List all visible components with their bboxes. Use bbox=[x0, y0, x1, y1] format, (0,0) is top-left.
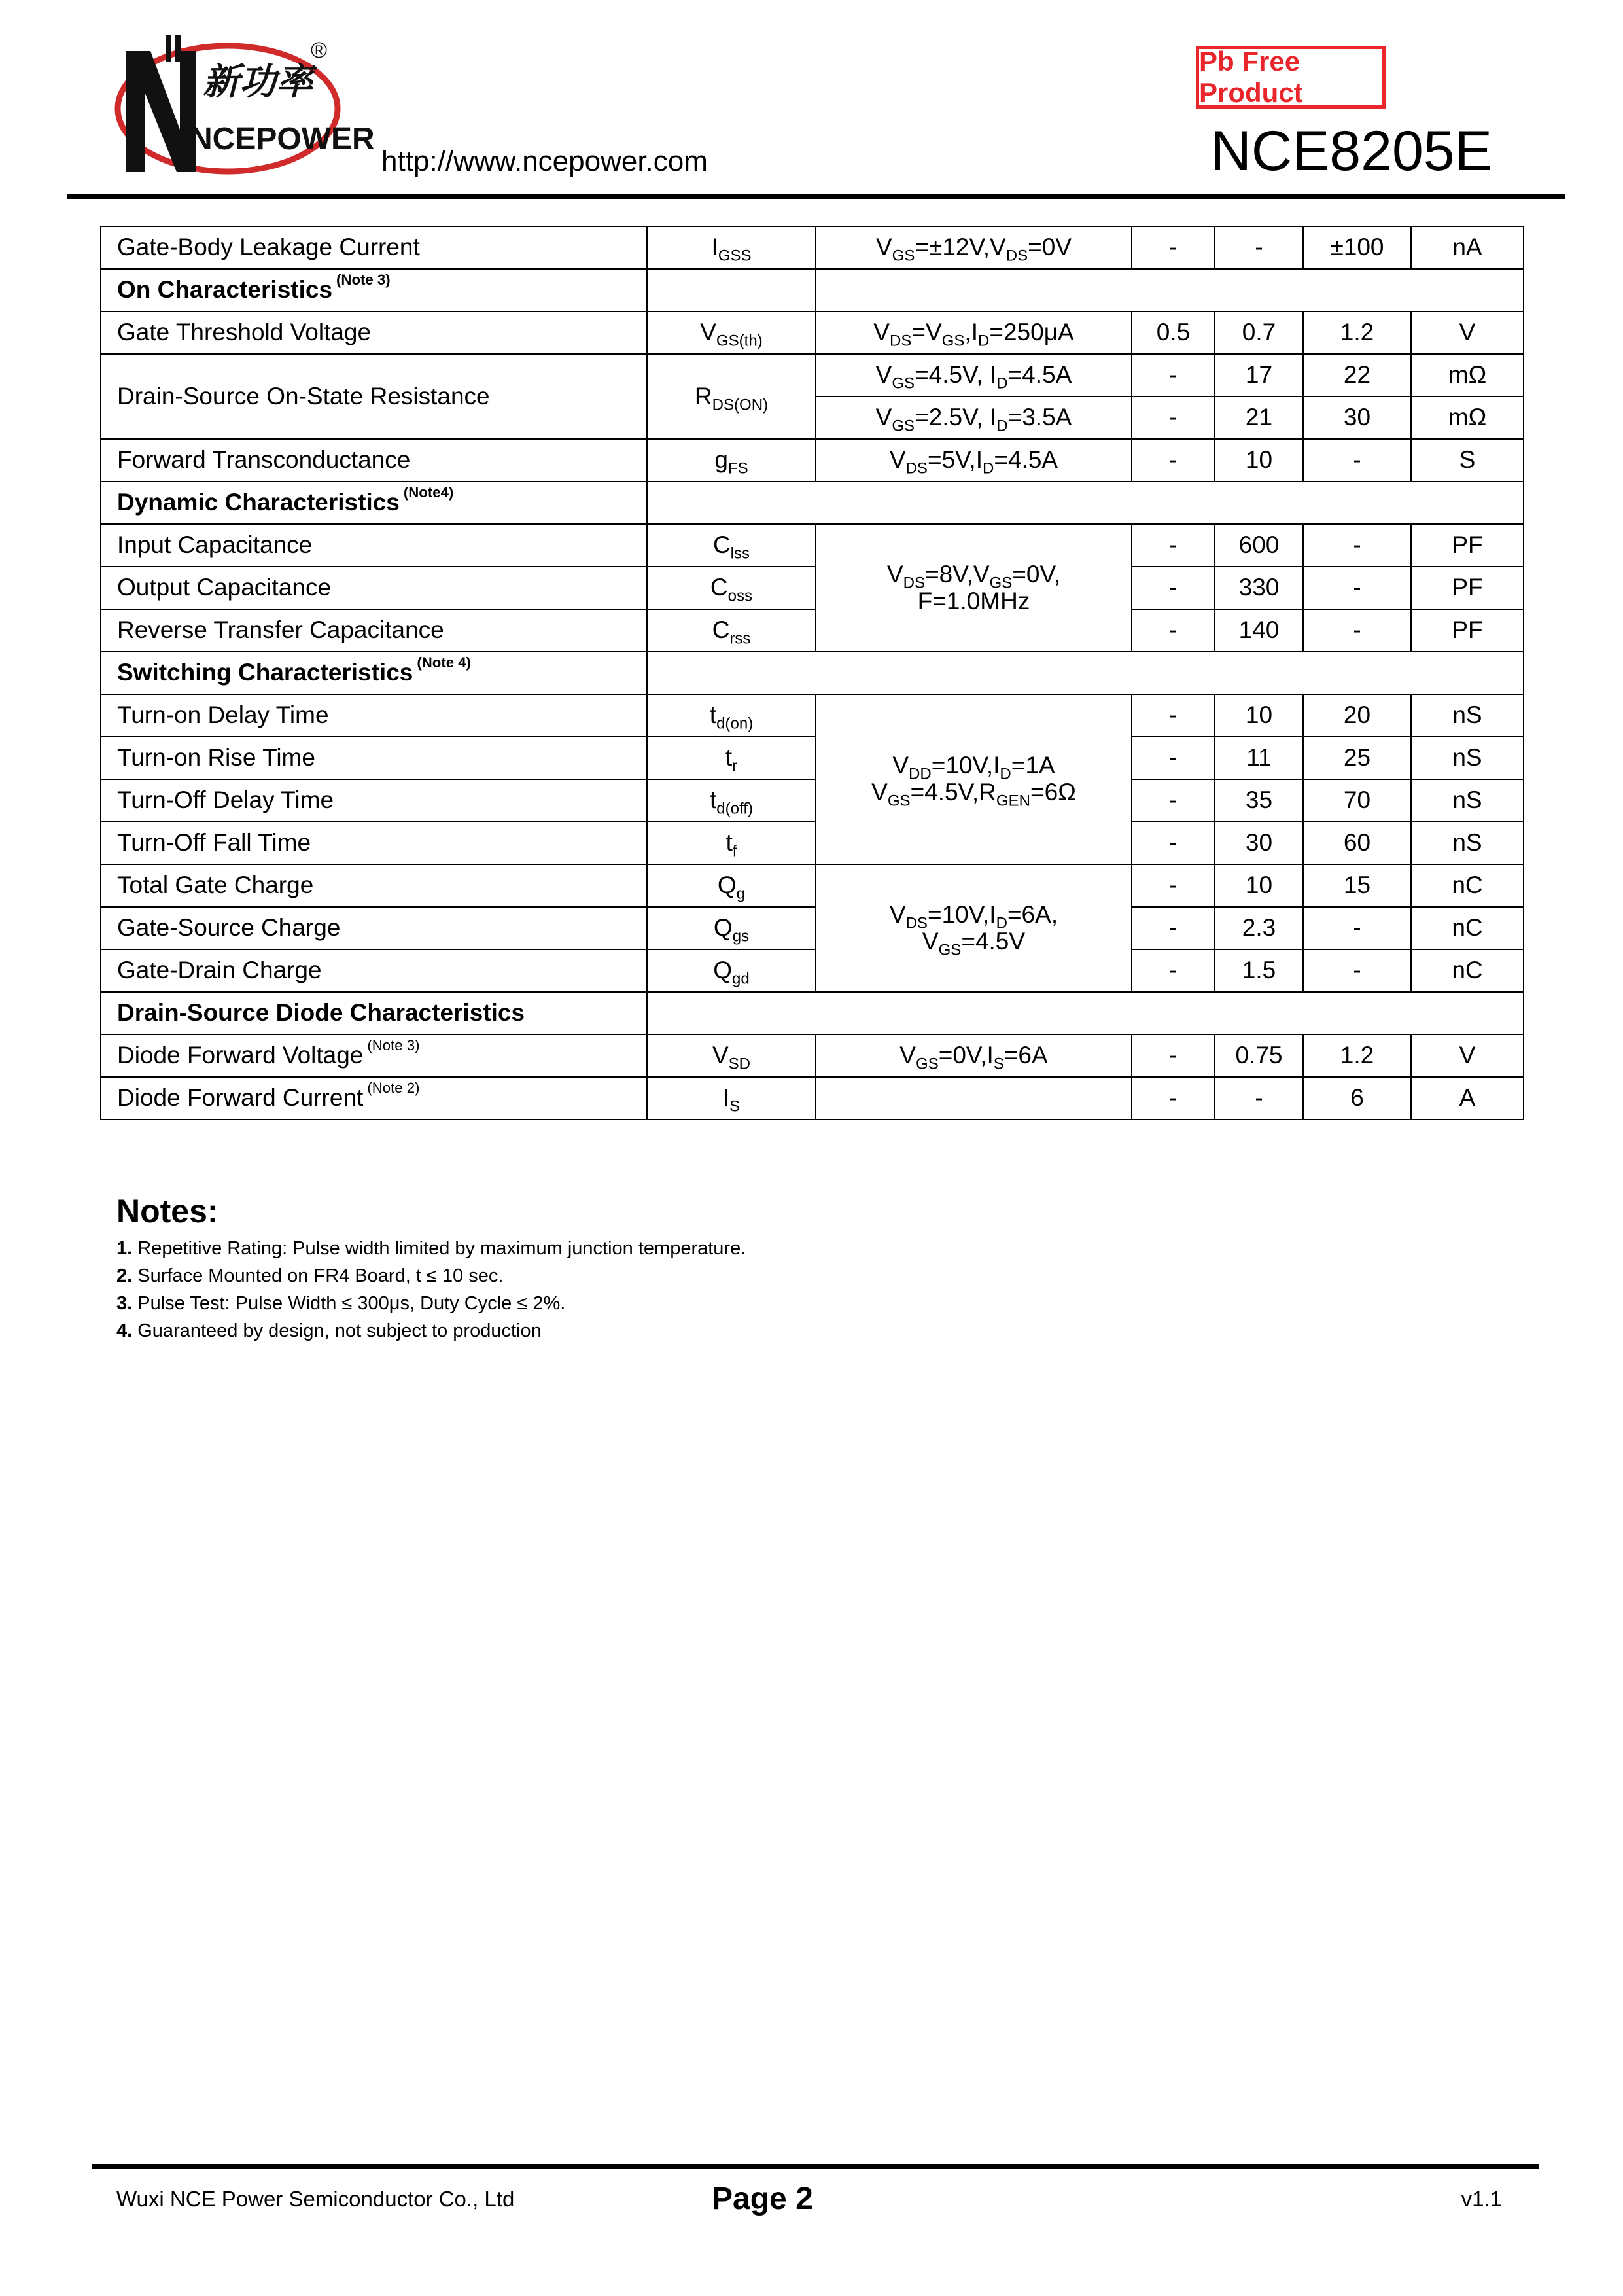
typ-cell: 0.75 bbox=[1215, 1034, 1303, 1077]
empty-cell bbox=[647, 992, 1524, 1034]
min-cell: 0.5 bbox=[1132, 311, 1215, 354]
electrical-characteristics-table bbox=[100, 226, 1524, 1120]
symbol-cell: $Q_{gs}$ bbox=[647, 907, 816, 949]
min-cell: - bbox=[1132, 354, 1215, 397]
max-cell: - bbox=[1303, 949, 1411, 992]
table-row bbox=[101, 737, 1524, 779]
symbol-cell: $g_{FS}$ bbox=[647, 439, 816, 482]
unit-cell: nA bbox=[1411, 226, 1524, 269]
table-row bbox=[101, 1077, 1524, 1120]
param-cell: Drain-Source On-State Resistance bbox=[101, 354, 647, 439]
min-cell: - bbox=[1132, 779, 1215, 822]
min-cell: - bbox=[1132, 907, 1215, 949]
condition-cell: $V_{GS}=\pm 12V,V_{DS}=0V$ bbox=[816, 226, 1132, 269]
table-row bbox=[101, 311, 1524, 354]
section-row bbox=[101, 482, 1524, 524]
table-row bbox=[101, 524, 1524, 567]
unit-cell: nC bbox=[1411, 864, 1524, 907]
table-row bbox=[101, 907, 1524, 949]
header-rule bbox=[67, 194, 1565, 199]
typ-cell: 10 bbox=[1215, 694, 1303, 737]
unit-cell: S bbox=[1411, 439, 1524, 482]
condition-cell: $V_{DS}=5V,I_D=4.5A$ bbox=[816, 439, 1132, 482]
param-cell: Forward Transconductance bbox=[101, 439, 647, 482]
condition-cell: $V_{DS}=10V,I_D=6A$, $V_{GS}=4.5V$ bbox=[816, 864, 1132, 992]
section-title: Dynamic Characteristics $^{(Note4)}$ bbox=[101, 482, 647, 524]
param-cell: Total Gate Charge bbox=[101, 864, 647, 907]
note-ref: (Note4) bbox=[403, 484, 454, 501]
section-title: Switching Characteristics $^{(Note 4)}$ bbox=[101, 652, 647, 694]
table-row bbox=[101, 439, 1524, 482]
condition-cell: $V_{DS}=8V,V_{GS}=0V$, F=1.0MHz bbox=[816, 524, 1132, 652]
symbol-cell: $V_{SD}$ bbox=[647, 1034, 816, 1077]
min-cell: - bbox=[1132, 1077, 1215, 1120]
max-cell: - bbox=[1303, 609, 1411, 652]
unit-cell: nC bbox=[1411, 949, 1524, 992]
max-cell: 70 bbox=[1303, 779, 1411, 822]
symbol-cell: $Q_{gd}$ bbox=[647, 949, 816, 992]
section-row bbox=[101, 652, 1524, 694]
table-row bbox=[101, 567, 1524, 609]
typ-cell: - bbox=[1215, 1077, 1303, 1120]
symbol-cell: $t_r$ bbox=[647, 737, 816, 779]
min-cell: - bbox=[1132, 397, 1215, 439]
logo-cn-text: 新功率 bbox=[203, 61, 313, 103]
empty-cell bbox=[647, 269, 816, 311]
param-cell: Turn-Off Fall Time bbox=[101, 822, 647, 864]
note-item: 4. Guaranteed by design, not subject to production bbox=[116, 1320, 542, 1341]
typ-cell: 2.3 bbox=[1215, 907, 1303, 949]
version-label: v1.1 bbox=[1461, 2187, 1502, 2211]
section-title: Drain-Source Diode Characteristics bbox=[101, 992, 647, 1034]
min-cell: - bbox=[1132, 567, 1215, 609]
typ-cell: 21 bbox=[1215, 397, 1303, 439]
unit-cell: PF bbox=[1411, 609, 1524, 652]
symbol-cell: $I_S$ bbox=[647, 1077, 816, 1120]
table-row bbox=[101, 822, 1524, 864]
table-row bbox=[101, 694, 1524, 737]
symbol-cell: $C_{oss}$ bbox=[647, 567, 816, 609]
typ-cell: 1.5 bbox=[1215, 949, 1303, 992]
part-number: NCE8205E bbox=[1210, 120, 1492, 183]
unit-cell: V bbox=[1411, 311, 1524, 354]
typ-cell: 17 bbox=[1215, 354, 1303, 397]
empty-cell bbox=[816, 269, 1524, 311]
typ-cell: 600 bbox=[1215, 524, 1303, 567]
typ-cell: 330 bbox=[1215, 567, 1303, 609]
unit-cell: nS bbox=[1411, 779, 1524, 822]
min-cell: - bbox=[1132, 524, 1215, 567]
unit-cell: V bbox=[1411, 1034, 1524, 1077]
unit-cell: nS bbox=[1411, 822, 1524, 864]
table-row bbox=[101, 1034, 1524, 1077]
condition-cell: $V_{GS}=0V,I_S=6A$ bbox=[816, 1034, 1132, 1077]
symbol-cell: $C_{lss}$ bbox=[647, 524, 816, 567]
min-cell: - bbox=[1132, 226, 1215, 269]
symbol-cell: $I_{GSS}$ bbox=[647, 226, 816, 269]
min-cell: - bbox=[1132, 949, 1215, 992]
min-cell: - bbox=[1132, 609, 1215, 652]
footer-rule bbox=[92, 2164, 1539, 2169]
param-cell: Diode Forward Current $^{(Note 2)}$ bbox=[101, 1077, 647, 1120]
symbol-cell: $C_{rss}$ bbox=[647, 609, 816, 652]
param-cell: Output Capacitance bbox=[101, 567, 647, 609]
unit-cell: A bbox=[1411, 1077, 1524, 1120]
max-cell: - bbox=[1303, 524, 1411, 567]
page-number: Page 2 bbox=[712, 2181, 813, 2216]
max-cell: 1.2 bbox=[1303, 311, 1411, 354]
note-ref: (Note 2) bbox=[367, 1080, 420, 1097]
unit-cell: PF bbox=[1411, 524, 1524, 567]
unit-cell: mΩ bbox=[1411, 397, 1524, 439]
logo-en-text: NCEPOWER bbox=[190, 122, 375, 156]
pb-free-badge: Pb Free Product bbox=[1196, 46, 1386, 109]
max-cell: 6 bbox=[1303, 1077, 1411, 1120]
condition-cell: $V_{DD}=10V,I_D=1A$ $V_{GS}=4.5V,R_{GEN}=6\Omega$ bbox=[816, 694, 1132, 864]
note-item: 1. Repetitive Rating: Pulse width limited by maximum junction temperature. bbox=[116, 1238, 746, 1259]
typ-cell: 30 bbox=[1215, 822, 1303, 864]
condition-cell bbox=[816, 1077, 1132, 1120]
symbol-cell: $R_{DS(ON)}$ bbox=[647, 354, 816, 439]
section-row bbox=[101, 269, 1524, 311]
empty-cell bbox=[647, 652, 1524, 694]
symbol-cell: $V_{GS(th)}$ bbox=[647, 311, 816, 354]
symbol-cell: $t_{d(on)}$ bbox=[647, 694, 816, 737]
min-cell: - bbox=[1132, 864, 1215, 907]
param-cell: Gate Threshold Voltage bbox=[101, 311, 647, 354]
typ-cell: - bbox=[1215, 226, 1303, 269]
max-cell: 15 bbox=[1303, 864, 1411, 907]
max-cell: - bbox=[1303, 907, 1411, 949]
typ-cell: 11 bbox=[1215, 737, 1303, 779]
typ-cell: 10 bbox=[1215, 864, 1303, 907]
symbol-cell: $t_f$ bbox=[647, 822, 816, 864]
note-item: 2. Surface Mounted on FR4 Board, t ≤ 10 sec. bbox=[116, 1265, 504, 1286]
unit-cell: nS bbox=[1411, 694, 1524, 737]
empty-cell bbox=[647, 482, 1524, 524]
condition-cell: $V_{GS}=4.5V$, $I_D=4.5A$ bbox=[816, 354, 1132, 397]
unit-cell: nC bbox=[1411, 907, 1524, 949]
max-cell: 25 bbox=[1303, 737, 1411, 779]
param-cell: Gate-Body Leakage Current bbox=[101, 226, 647, 269]
condition-cell: $V_{GS}=2.5V$, $I_D=3.5A$ bbox=[816, 397, 1132, 439]
max-cell: 30 bbox=[1303, 397, 1411, 439]
min-cell: - bbox=[1132, 737, 1215, 779]
notes-title: Notes: bbox=[116, 1193, 218, 1229]
typ-cell: 140 bbox=[1215, 609, 1303, 652]
symbol-cell: $Q_g$ bbox=[647, 864, 816, 907]
param-cell: Turn-on Delay Time bbox=[101, 694, 647, 737]
max-cell: ±100 bbox=[1303, 226, 1411, 269]
section-row bbox=[101, 992, 1524, 1034]
max-cell: - bbox=[1303, 439, 1411, 482]
note-item: 3. Pulse Test: Pulse Width ≤ 300μs, Duty Cycle ≤ 2%. bbox=[116, 1293, 566, 1314]
param-cell: Gate-Drain Charge bbox=[101, 949, 647, 992]
min-cell: - bbox=[1132, 822, 1215, 864]
param-cell: Reverse Transfer Capacitance bbox=[101, 609, 647, 652]
unit-cell: mΩ bbox=[1411, 354, 1524, 397]
param-cell: Diode Forward Voltage $^{(Note 3)}$ bbox=[101, 1034, 647, 1077]
table-row bbox=[101, 779, 1524, 822]
symbol-cell: $t_{d(off)}$ bbox=[647, 779, 816, 822]
company-logo bbox=[111, 31, 375, 188]
typ-cell: 10 bbox=[1215, 439, 1303, 482]
param-cell: Turn-Off Delay Time bbox=[101, 779, 647, 822]
condition-cell: $V_{DS}=V_{GS},I_D=250\mu A$ bbox=[816, 311, 1132, 354]
max-cell: 22 bbox=[1303, 354, 1411, 397]
table-row bbox=[101, 354, 1524, 397]
max-cell: - bbox=[1303, 567, 1411, 609]
param-cell: Input Capacitance bbox=[101, 524, 647, 567]
note-ref: (Note 3) bbox=[336, 272, 391, 289]
param-cell: Turn-on Rise Time bbox=[101, 737, 647, 779]
section-title: On Characteristics $^{(Note 3)}$ bbox=[101, 269, 647, 311]
typ-cell: 35 bbox=[1215, 779, 1303, 822]
notes-list bbox=[116, 1235, 746, 1345]
max-cell: 1.2 bbox=[1303, 1034, 1411, 1077]
min-cell: - bbox=[1132, 694, 1215, 737]
note-ref: (Note 3) bbox=[367, 1037, 420, 1054]
note-ref: (Note 4) bbox=[417, 654, 471, 671]
table-row bbox=[101, 609, 1524, 652]
unit-cell: nS bbox=[1411, 737, 1524, 779]
footer-company: Wuxi NCE Power Semiconductor Co., Ltd bbox=[116, 2187, 515, 2211]
table-row bbox=[101, 226, 1524, 269]
max-cell: 60 bbox=[1303, 822, 1411, 864]
param-cell: Gate-Source Charge bbox=[101, 907, 647, 949]
registered-mark: ® bbox=[311, 38, 328, 63]
min-cell: - bbox=[1132, 439, 1215, 482]
max-cell: 20 bbox=[1303, 694, 1411, 737]
table-row bbox=[101, 864, 1524, 907]
table-row bbox=[101, 949, 1524, 992]
unit-cell: PF bbox=[1411, 567, 1524, 609]
min-cell: - bbox=[1132, 1034, 1215, 1077]
website-url[interactable]: http://www.ncepower.com bbox=[381, 145, 708, 177]
typ-cell: 0.7 bbox=[1215, 311, 1303, 354]
